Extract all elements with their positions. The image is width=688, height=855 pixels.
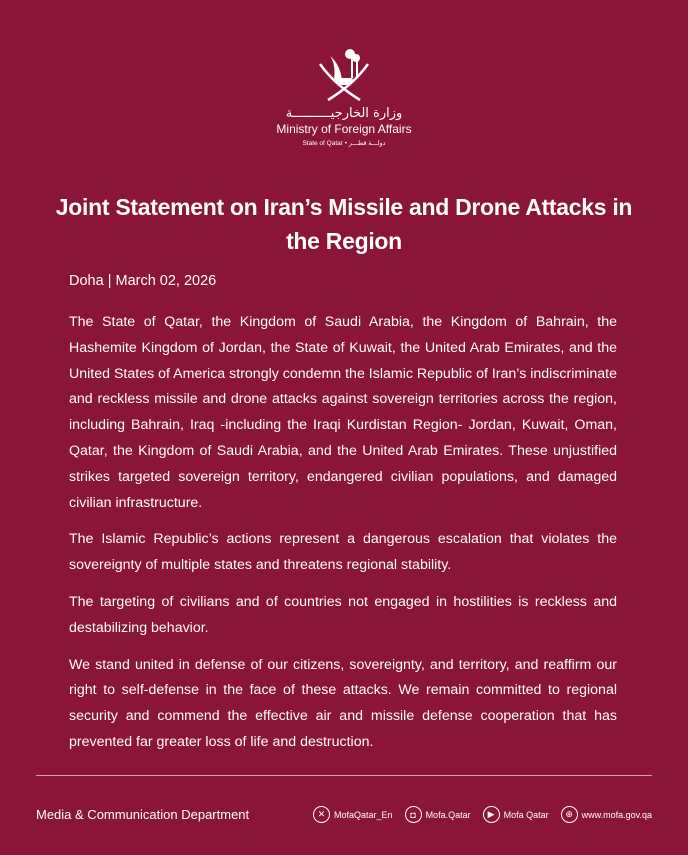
youtube-icon: ▶: [483, 806, 500, 823]
website-link[interactable]: ⊕ www.mofa.gov.qa: [561, 806, 652, 823]
divider: [36, 775, 652, 776]
statement-body: [69, 310, 617, 767]
paragraph: The targeting of civilians and of countries not engaged in hostilities is reckless and destabilizing behavior.: [69, 593, 617, 636]
ministry-name: Ministry of Foreign Affairs: [276, 122, 412, 136]
paragraph: We stand united in defense of our citizens, sovereignty, and territory, and reaffirm our right to self-defense in the face of these attacks. We remain committed to regional security and commend the effective air and missile defense cooperation that has prevented far greater loss of life and destruction.: [69, 656, 617, 750]
ministry-name-arabic: وزارة الخارجيــــــــــة: [285, 106, 403, 121]
instagram-icon: ◘: [405, 806, 422, 823]
instagram-link[interactable]: ◘ Mofa.Qatar: [405, 806, 471, 823]
social-links: [313, 806, 652, 823]
emblem-icon: [314, 44, 374, 104]
paragraph: The Islamic Republic’s actions represent a dangerous escalation that violates the sovereignty of multiple states and threatens regional stability.: [69, 531, 617, 574]
ministry-logo: [0, 44, 688, 147]
youtube-link[interactable]: ▶ Mofa Qatar: [483, 806, 549, 823]
state-name: State of Qatar • دولـــة قطـــر: [302, 140, 386, 147]
dateline: Doha | March 02, 2026: [69, 273, 217, 289]
x-link[interactable]: ✕ MofaQatar_En: [313, 806, 393, 823]
globe-icon: ⊕: [561, 806, 578, 823]
x-icon: ✕: [313, 806, 330, 823]
department-name: Media & Communication Department: [36, 807, 250, 822]
paragraph: The State of Qatar, the Kingdom of Saudi Arabia, the Kingdom of Bahrain, the Hashemite Kingdom of Jordan, the State of Kuwait, the United Arab Emirates, and the United States of America strongly condemn the Islamic Republic of Iran’s indiscriminate and reckless missile and drone attacks against sovereign territories across the region, including Bahrain, Iraq -including the Iraqi Kurdistan Region- Jordan, Kuwait, Oman, Qatar, the Kingdom of Saudi Arabia, and the United Arab Emirates. These unjustified strikes targeted sovereign territory, endangered civilian populations, and damaged civilian infrastructure.: [69, 314, 617, 511]
statement-title: Joint Statement on Iran’s Missile and Drone Attacks in the Region: [55, 194, 633, 254]
